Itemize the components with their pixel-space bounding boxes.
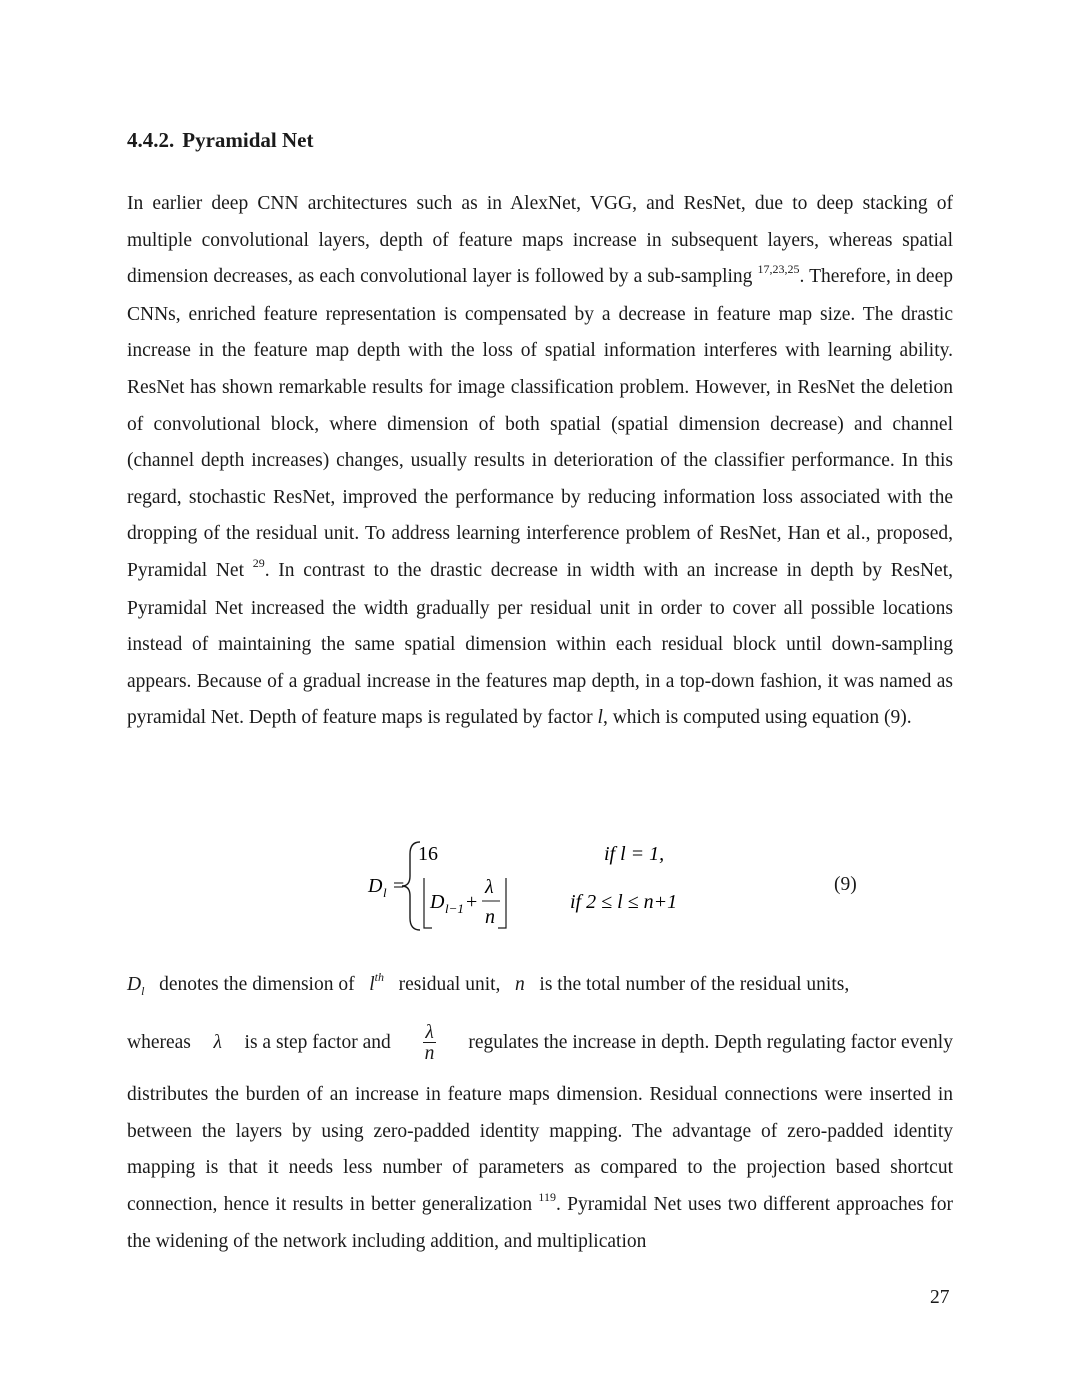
var-lambda: λ [213, 1032, 222, 1053]
para2-text-2: residual unit, [398, 974, 501, 995]
para2-text-7: distributes the burden of an increase in feature maps dimension. Residual connections were inserted in between the layers by using zero-padded identity mapping. The advantage of zero-padded identity mapping is that it needs less number of parameters as compared to the projection based shortcut connection, hence it results in better generalization [127, 1084, 953, 1215]
page-number: 27 [930, 1287, 950, 1308]
eq-case2-sub: l−1 [445, 901, 464, 916]
section-number: 4.4.2. [127, 128, 175, 152]
var-n: n [515, 974, 525, 995]
variable-l: l [597, 707, 603, 729]
var-d-sub: l [141, 983, 145, 998]
eq-plus: + [466, 891, 478, 913]
eq-case2-condition: if 2 ≤ l ≤ n+1 [570, 891, 678, 913]
citation-ref: 119 [538, 1189, 556, 1204]
eq-case1-condition: if l = 1, [604, 843, 665, 865]
para2-text-1: denotes the dimension of [159, 974, 355, 995]
para2-text-5: is a step factor and [244, 1032, 391, 1053]
citation-ref: 17,23,25 [757, 262, 800, 277]
para1-text-4: , which is computed using equation (9). [602, 707, 912, 729]
paragraph-1 [127, 186, 953, 737]
eq-frac-den: n [485, 906, 495, 928]
eq-equals: = [393, 875, 405, 897]
para2-text-3: is the total number of the residual units, [539, 974, 850, 995]
equation-number: (9) [834, 874, 857, 895]
para1-text-1: In earlier deep CNN architectures such as in AlexNet, VGG, and ResNet, due to deep stacking of multiple convolutional layers, depth of feature maps increase in subsequent layers, whereas spatial dimension decreases, as each convolutional layer is followed by a sub-sampling [127, 193, 953, 288]
eq-case2-base: D [430, 891, 445, 913]
var-l: l [369, 974, 375, 995]
section-title: Pyramidal Net [182, 128, 314, 152]
paragraph-2-rest [127, 1077, 953, 1261]
eq-lhs-sub: l [383, 885, 387, 900]
var-d: D [127, 974, 142, 995]
section-heading [127, 128, 313, 153]
paragraph-2-line-1 [127, 967, 953, 1009]
inline-frac-den: n [424, 1042, 435, 1064]
inline-fraction [423, 1021, 435, 1064]
para2-text-4: whereas [127, 1032, 191, 1053]
para2-text-6: regulates the increase in depth. Depth regulating factor evenly [468, 1032, 953, 1053]
para1-text-2: . Therefore, in deep CNNs, enriched feature representation is compensated by a decrease in feature map size. The drastic increase in the feature map depth with the loss of spatial information interferes with learning ability. ResNet has shown remarkable results for image classification problem. However, in ResNet the deletion of convolutional block, where dimension of both spatial (spatial dimension decrease) and channel (channel depth increases) changes, usually results in deterioration of the classifier performance. In this regard, stochastic ResNet, improved the performance by reducing information loss associated with the dropping of the residual unit. To address learning interference problem of ResNet, Han et al., proposed, Pyramidal Net [127, 266, 953, 581]
var-l-sup: th [374, 970, 384, 984]
eq-lhs-base: D [368, 875, 383, 897]
paragraph-2-line-2 [127, 1017, 953, 1069]
eq-frac-num: λ [485, 876, 494, 898]
equation-9 [0, 838, 1080, 938]
eq-case1-value: 16 [418, 843, 438, 865]
para2-text-8: . Pyramidal Net uses two different approaches for the widening of the network including addition, and multiplication [127, 1193, 953, 1253]
inline-frac-num: λ [425, 1021, 434, 1043]
citation-ref: 29 [252, 555, 265, 570]
para1-text-3: . In contrast to the drastic decrease in width with an increase in depth by ResNet, Pyramidal Net increased the width gradually per residual unit in order to cover all possible locations instead of maintaining the same spatial dimension within each residual block until down-sampling appears. Because of a gradual increase in the features map depth, in a top-down fashion, it was named as pyramidal Net. Depth of feature maps is regulated by factor [127, 559, 953, 729]
right-floor [498, 878, 506, 928]
